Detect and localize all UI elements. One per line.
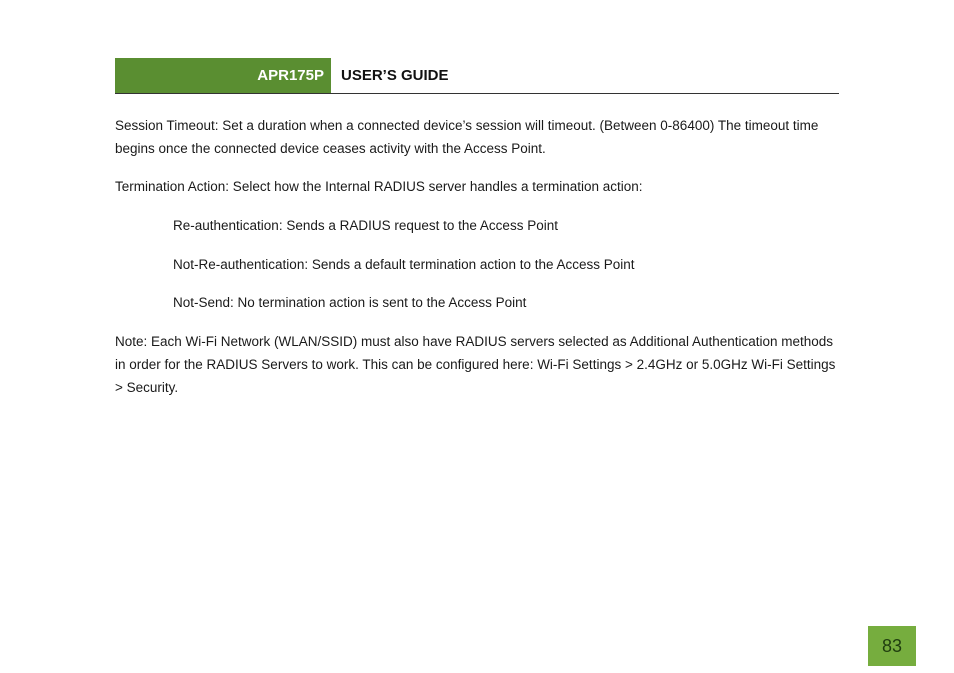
product-model-label: APR175P	[115, 58, 331, 93]
guide-title: USER’S GUIDE	[341, 67, 449, 84]
option-re-authentication: Re-authentication: Sends a RADIUS request to the Access Point	[173, 218, 558, 233]
page-header	[115, 58, 839, 94]
header-divider	[115, 93, 839, 94]
page-content	[115, 114, 839, 399]
option-not-re-authentication: Not-Re-authentication: Sends a default termination action to the Access Point	[173, 256, 635, 272]
termination-action-paragraph: Termination Action: Select how the Internal RADIUS server handles a termination action:	[115, 179, 643, 194]
note-paragraph: Note: Each Wi-Fi Network (WLAN/SSID) must also have RADIUS servers selected as Additional Authentication methods in order for the RADIUS Servers to work. This can be configured here: Wi-Fi Settings > 2.4GHz or 5.0GHz Wi-Fi Settings > Security.	[115, 333, 836, 395]
session-timeout-paragraph: Session Timeout: Set a duration when a connected device’s session will timeout. (Between 0-86400) The timeout time begins once the connected device ceases activity with the Access Point.	[115, 118, 819, 156]
page-number: 83	[868, 626, 916, 666]
option-not-send: Not-Send: No termination action is sent to the Access Point	[173, 295, 527, 310]
